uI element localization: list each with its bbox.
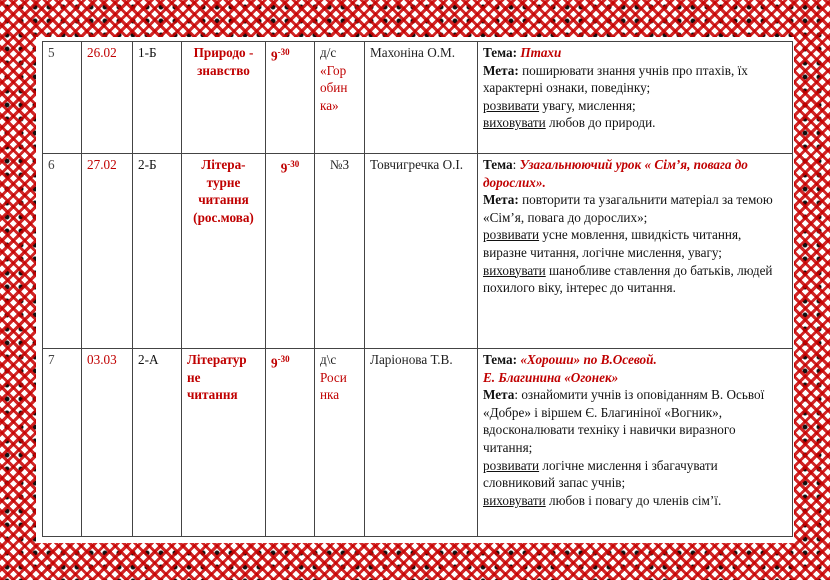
educate-text: любов до природи. xyxy=(549,115,656,131)
develop-label: розвивати xyxy=(483,227,540,243)
place-cell xyxy=(315,349,365,537)
time-hour: 9 xyxy=(271,355,278,371)
educate-label: виховувати xyxy=(483,492,546,508)
lesson-time xyxy=(266,349,315,537)
place-line: №3 xyxy=(329,157,350,172)
meta-label: Мета: xyxy=(483,62,519,78)
subject-line: Природо - xyxy=(193,45,254,60)
place-line: «Гор xyxy=(320,62,347,78)
tema-value: «Хороши» по В.Осевой. xyxy=(520,352,657,367)
table-row xyxy=(43,349,793,537)
row-number: 7 xyxy=(43,349,82,537)
time-minutes: -30 xyxy=(287,159,300,169)
subject-line: турне xyxy=(206,174,241,190)
lesson-date: 27.02 xyxy=(82,154,133,349)
time-hour: 9 xyxy=(280,160,288,176)
table-row xyxy=(43,154,793,349)
tema-label: Тема: xyxy=(483,45,518,60)
place-line: Роси xyxy=(320,369,347,385)
row-number: 6 xyxy=(43,154,82,349)
time-minutes: -30 xyxy=(277,47,290,57)
class-name: 2-А xyxy=(133,349,182,537)
develop-label: розвивати xyxy=(483,457,540,473)
educate-label: виховувати xyxy=(483,115,546,131)
subject-cell xyxy=(182,154,266,349)
meta-text: поширювати знання учнів про птахів, їх характерні ознаки, поведінку; xyxy=(483,62,748,96)
row-number: 5 xyxy=(43,42,82,154)
develop-text: усне мовлення, швидкість читання, виразне читання, логічне мислення, увагу; xyxy=(483,227,742,260)
subject-line: знавство xyxy=(197,62,250,78)
meta-label: Мета: xyxy=(483,192,519,208)
lesson-time xyxy=(266,42,315,154)
educate-text: шанобливе ставлення до батьків, людей похилого віку, інтерес до читання. xyxy=(483,262,773,296)
lesson-date: 03.03 xyxy=(82,349,133,537)
class-name: 2-Б xyxy=(133,154,182,349)
tema-value: Узагальнюючий урок « Сім’я, повага до дорослих». xyxy=(483,157,748,190)
tema-label: Тема: xyxy=(483,352,518,367)
lesson-description xyxy=(478,349,793,537)
tema-value: Е. Благинина «Огонек» xyxy=(483,369,619,385)
educate-text: любов і повагу до членів сім’ї. xyxy=(549,492,722,508)
subject-cell xyxy=(182,349,266,537)
subject-line: не xyxy=(187,369,201,385)
place-line: нка xyxy=(320,387,340,403)
subject-line: Літера- xyxy=(201,157,246,172)
develop-text: увагу, мислення; xyxy=(542,97,636,113)
lesson-time xyxy=(266,154,315,349)
place-line: д\с xyxy=(320,352,337,367)
educate-label: виховувати xyxy=(483,262,546,278)
table-row xyxy=(43,42,793,154)
place-line: ка» xyxy=(320,97,339,113)
lesson-date: 26.02 xyxy=(82,42,133,154)
meta-label: Мета xyxy=(483,387,515,403)
time-hour: 9 xyxy=(271,48,278,64)
place-line: обин xyxy=(320,80,348,96)
subject-line: читання xyxy=(187,387,238,403)
place-cell xyxy=(315,42,365,154)
teacher-name: Ларіонова Т.В. xyxy=(365,349,478,537)
meta-text: : ознайомити учнів із оповіданням В. Осьвої «Добре» і віршем Є. Благиніної «Вогник», вдосконалювати техніку і навички виразного читання; xyxy=(483,387,765,455)
meta-text: повторити та узагальнити матеріал за темою «Сім’я, повага до дорослих»; xyxy=(483,192,773,225)
tema-label: Тема xyxy=(483,157,513,172)
develop-label: розвивати xyxy=(483,97,540,113)
subject-line: (рос.мова) xyxy=(193,209,254,225)
lesson-description xyxy=(478,42,793,154)
lesson-schedule-table xyxy=(42,41,793,537)
class-name: 1-Б xyxy=(133,42,182,154)
time-minutes: -30 xyxy=(277,354,290,364)
develop-text: логічне мислення і збагачувати словниковий запас учнів; xyxy=(483,457,718,491)
subject-line: читання xyxy=(198,192,249,208)
teacher-name: Товчигречка О.І. xyxy=(365,154,478,349)
teacher-name: Махоніна О.М. xyxy=(365,42,478,154)
tema-value: Птахи xyxy=(520,45,562,60)
place-cell xyxy=(315,154,365,349)
place-line: д/с xyxy=(320,45,337,60)
subject-cell xyxy=(182,42,266,154)
lesson-description: Тема: Узагальнюючий урок « Сім’я, повага до дорослих». Мета: повторити та узагальнити матеріал за темою «Сім’я, повага до дорослих»; розвивати усне мовлення, швидкість читання, виразне читання, логічне мислення, увагу; виховувати шанобливе ставлення до батьків, людей похилого віку, інтерес до читання. xyxy=(478,154,793,349)
subject-line: Літератур xyxy=(187,352,247,367)
